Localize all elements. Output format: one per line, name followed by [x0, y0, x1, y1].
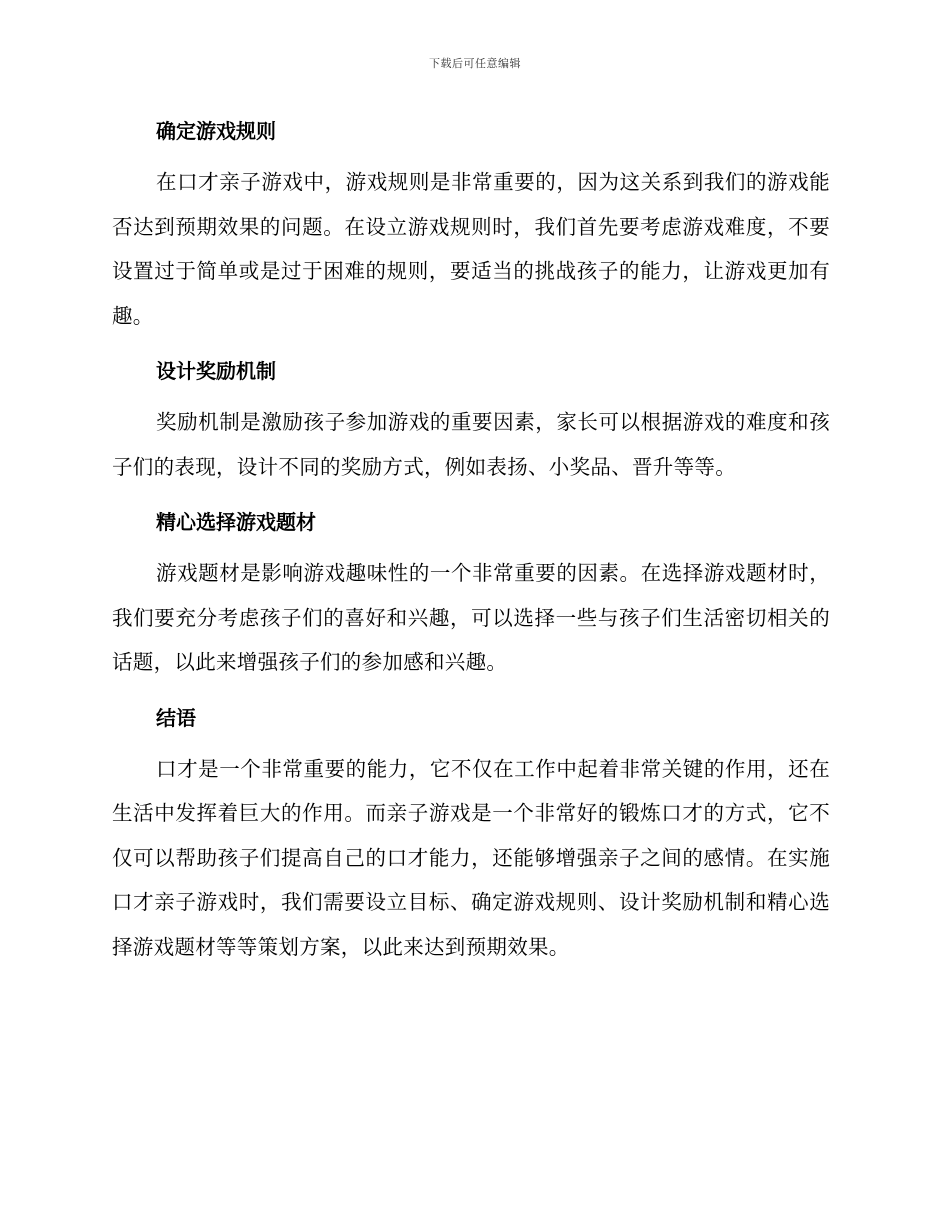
- section-paragraph: 口才是一个非常重要的能力，它不仅在工作中起着非常关键的作用，还在生活中发挥着巨大的作用。而亲子游戏是一个非常好的锻炼口才的方式，它不仅可以帮助孩子们提高自己的口才能力，还能够增强亲子之间的感情。在实施口才亲子游戏时，我们需要设立目标、确定游戏规则、设计奖励机制和精心选择游戏题材等等策划方案，以此来达到预期效果。: [112, 756, 830, 959]
- header-note: 下载后可任意编辑: [429, 57, 521, 70]
- section-paragraph: 在口才亲子游戏中，游戏规则是非常重要的，因为这关系到我们的游戏能否达到预期效果的问题。在设立游戏规则时，我们首先要考虑游戏难度，不要设置过于简单或是过于困难的规则，要适当的挑战孩子的能力，让游戏更加有趣。: [112, 170, 830, 328]
- section-game-rules: [112, 110, 830, 350]
- section-heading: 设计奖励机制: [156, 359, 276, 383]
- section-paragraph: 游戏题材是影响游戏趣味性的一个非常重要的因素。在选择游戏题材时，我们要充分考虑孩子们的喜好和兴趣，可以选择一些与孩子们生活密切相关的话题，以此来增强孩子们的参加感和兴趣。: [112, 561, 830, 674]
- section-heading: 确定游戏规则: [156, 119, 276, 143]
- section-reward-mechanism: [112, 350, 830, 501]
- document-body: [112, 110, 830, 981]
- section-game-topic: [112, 501, 830, 697]
- section-paragraph: 奖励机制是激励孩子参加游戏的重要因素，家长可以根据游戏的难度和孩子们的表现，设计不同的奖励方式，例如表扬、小奖品、晋升等等。: [112, 410, 830, 479]
- section-heading: 结语: [156, 705, 196, 730]
- section-conclusion: [112, 697, 830, 982]
- section-heading: 精心选择游戏题材: [156, 510, 316, 534]
